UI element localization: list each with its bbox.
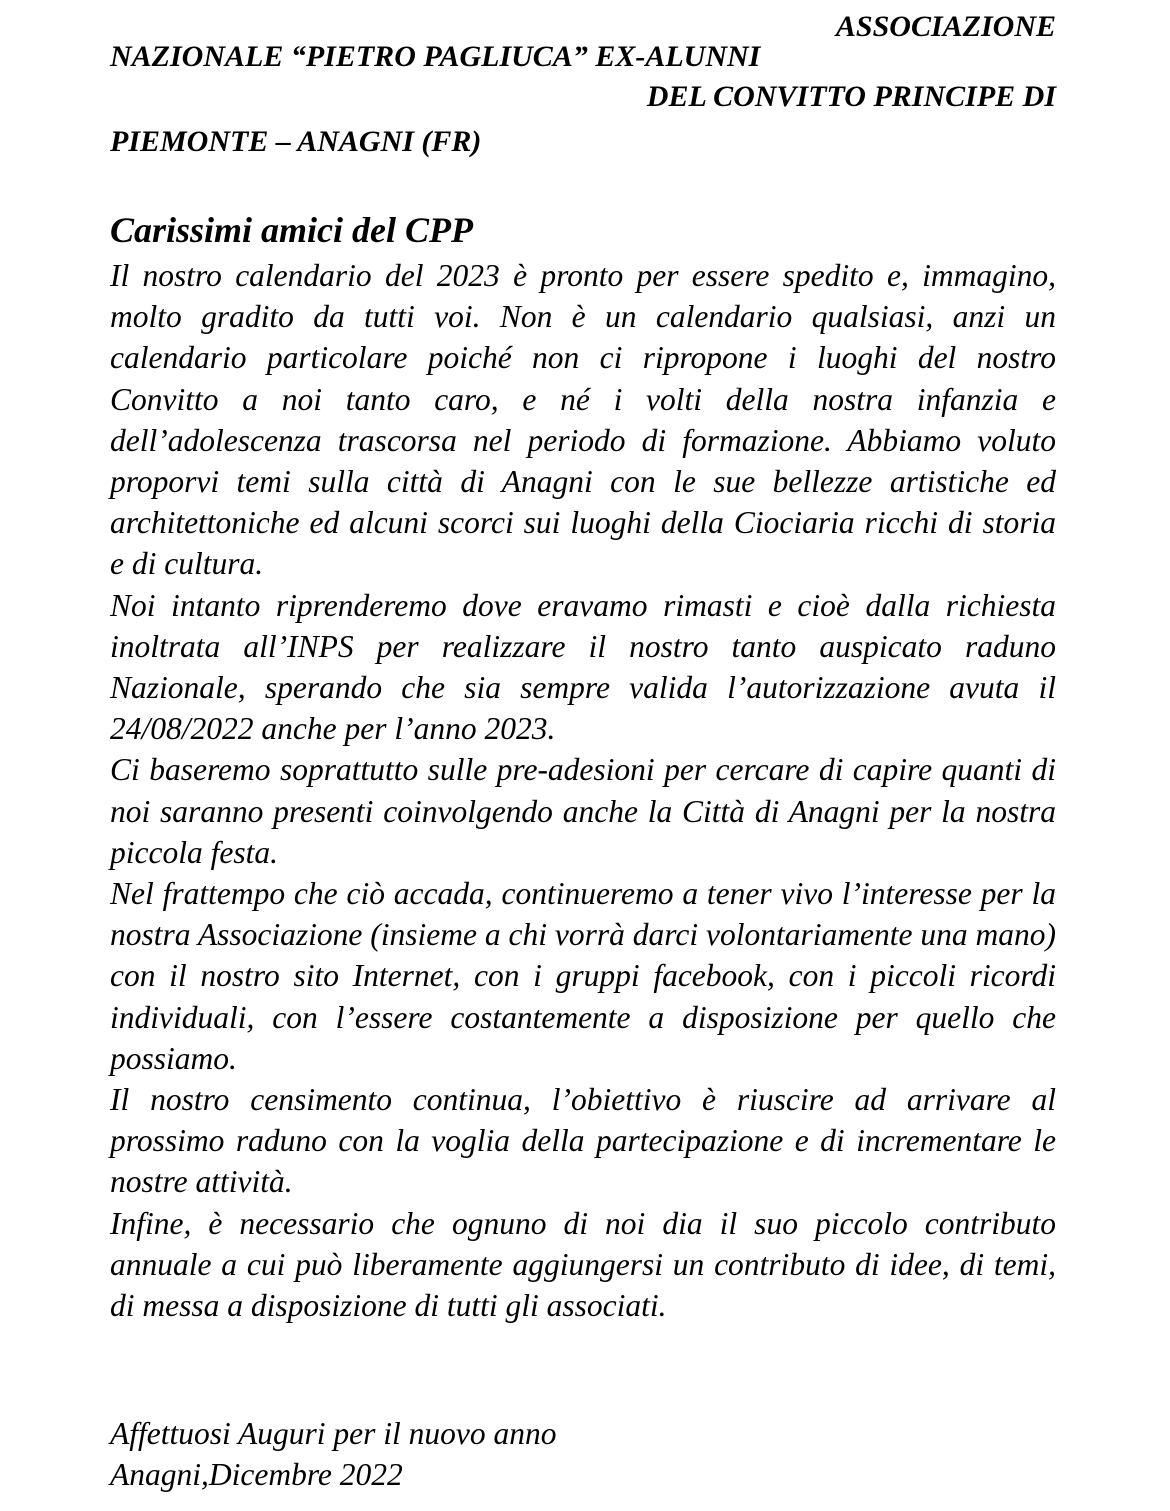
paragraph-calendar: Il nostro calendario del 2023 è pronto per essere spedito e, immagino, molto gradito da tutti voi. Non è un calendario qualsiasi, anzi un calendario particolare poiché non ci ripropone i luoghi del nostro Convitto a noi tanto caro, e né i volti della nostra infanzia e dell’adolescenza trascorsa nel periodo di formazione. Abbiamo voluto proporvi temi sulla città di Anagni con le sue bellezze artistiche ed architettoniche ed alcuni scorci sui luoghi della Ciociaria ricchi di storia e di cultura. xyxy=(110,258,1056,582)
paragraph-census: Il nostro censimento continua, l’obiettivo è riuscire ad arrivare al prossimo raduno con la voglia della partecipazione e di incrementare le nostre attività. xyxy=(110,1082,1056,1200)
letter-title: Carissimi amici del CPP xyxy=(110,210,474,250)
paragraph-interest: Nel frattempo che ciò accada, continueremo a tener vivo l’interesse per la nostra Associazione (insieme a chi vorrà darci volontariamente una mano) con il nostro sito Internet, con i gruppi facebook, con i piccoli ricordi individuali, con l’essere costantemente a disposizione per quello che possiamo. xyxy=(110,876,1056,1076)
paragraph-contribution: Infine, è necessario che ognuno di noi dia il suo piccolo contributo annuale a cui può liberamente aggiungersi un contributo di idee, di temi, di messa a disposizione di tutti gli associati. xyxy=(110,1205,1056,1324)
association-header xyxy=(110,0,1056,160)
letter-page xyxy=(110,0,1056,1492)
paragraph-pre-adesioni: Ci baseremo soprattutto sulle pre-adesioni per cercare di capire quanti di noi saranno presenti coinvolgendo anche la Città di Anagni per la nostra piccola festa. xyxy=(110,752,1056,870)
letter-body xyxy=(110,255,1056,1326)
paragraph-inps-request: Noi intanto riprenderemo dove eravamo rimasti e cioè dalla richiesta inoltrata all’INPS per realizzare il nostro tanto auspicato raduno Nazionale, sperando che sia sempre valida l’autorizzazione avuta il 24/08/2022 anche per l’anno 2023. xyxy=(110,587,1056,747)
closing-place-date: Anagni,Dicembre 2022 xyxy=(110,1457,403,1492)
header-line-3: DEL CONVITTO PRINCIPE DI xyxy=(646,80,1056,113)
letter-closing xyxy=(110,1413,557,1495)
closing-greeting: Affettuosi Auguri per il nuovo anno xyxy=(110,1416,557,1451)
header-line-1: ASSOCIAZIONE xyxy=(835,10,1056,43)
header-line-2: NAZIONALE “PIETRO PAGLIUCA” EX-ALUNNI xyxy=(110,40,761,73)
header-line-4: PIEMONTE – ANAGNI (FR) xyxy=(110,125,482,158)
